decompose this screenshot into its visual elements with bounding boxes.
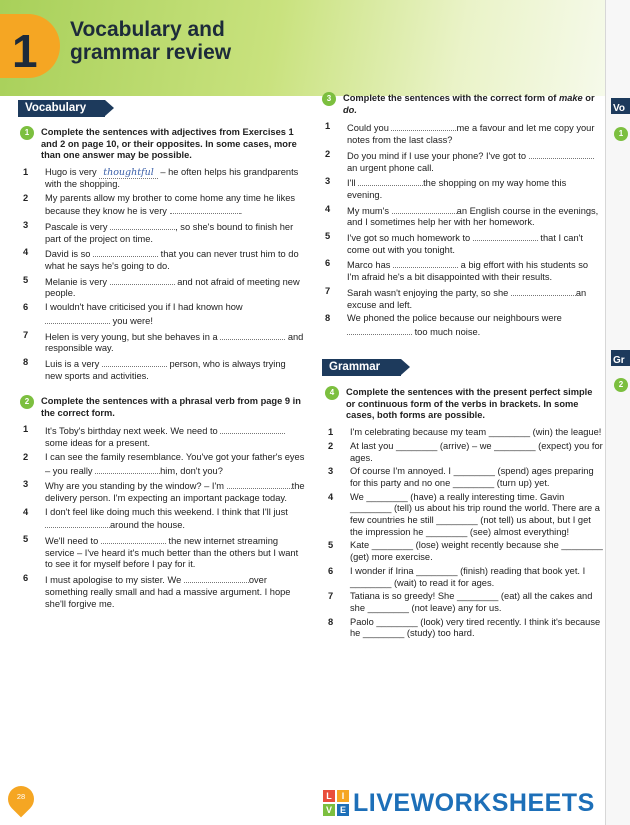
list-item: 5 We'll need to the new internet streaming service – I've heard it's much better than the others but I want to see it for myself before I pay for it. [23,534,299,570]
list-item: 3 Of course I'm annoyed. I ________ (spend) ages preparing for this party and no one ________ (turn up) yet. [328,466,594,488]
unit-title: Vocabulary and grammar review [70,18,232,64]
list-item: 5 I've got so much homework to that I can't come out with you tonight. [325,231,584,255]
answer-field[interactable] [95,464,160,474]
answer-field[interactable] [227,479,292,489]
answer-field[interactable] [102,357,167,367]
answer-field[interactable] [93,247,158,257]
list-item: 3 I'll the shopping on my way home this evening. [325,176,567,200]
list-item: 6 I must apologise to my sister. We over something really small and had a massive argument. I hope she'll forgive me. [23,573,291,609]
list-item: 1 Hugo is very thoughtful – he often helps his grandparents with the shopping. [23,167,299,189]
spine-section-tag: Gr [611,350,630,366]
exercise-number-icon: 2 [20,395,34,409]
list-item: 1 I'm celebrating because my team ________ (win) the league! [328,427,602,438]
liveworksheets-logo [323,788,618,818]
list-item: 4 David is so that you can never trust him to do what he says he's going to do. [23,247,299,272]
list-item: 3 Why are you standing by the window? – I'm the delivery person. I'm expecting an important package today. [23,479,305,503]
liveworksheets-grid-icon: L I V E [323,790,349,816]
exercise-number-icon: 3 [322,92,336,106]
vocabulary-section-tag: Vocabulary [18,100,105,117]
list-item: 8 Paolo ________ (look) very tired recently. I think it's because he ________ (study) too hard. [328,616,601,639]
answer-field[interactable] [110,275,175,285]
answer-field[interactable] [170,204,240,214]
answer-field[interactable]: thoughtful [99,167,157,179]
exercise-1-instruction: 1 Complete the sentences with adjectives from Exercises 1 and 2 on page 10, or their opposites. In some cases, more than one answer may be possible. [20,127,305,162]
spine-exercise-number: 2 [614,378,628,392]
brand-name: LIVEWORKSHEETS [353,788,595,817]
list-item: 2 Do you mind if I use your phone? I've got to an urgent phone call. [322,149,602,174]
exercise-1 [20,127,305,384]
answer-field[interactable] [358,176,423,186]
answer-field[interactable] [511,286,576,296]
answer-field[interactable] [473,231,538,241]
list-item: 3 Pascale is very , so she's bound to finish her part of the project on time. [23,219,294,244]
list-item: 2 At last you ________ (arrive) – we ________ (expect) you for ages. [328,440,603,463]
list-item: 5 Kate ________ (lose) weight recently because she ________ (get) more exercise. [328,540,603,563]
list-item: 1 Could you me a favour and let me copy your notes from the last class? [325,121,595,146]
exercise-4-instruction: 4 Complete the sentences with the present perfect simple or continuous form of the verbs in brackets. In some cases, both forms are possible. [325,387,603,422]
list-item: 2 My parents allow my brother to come home any time he likes because they know he is very . [23,192,296,217]
list-item: 4 My mum's an English course in the evenings, and I sometimes help her with her homework. [325,203,599,228]
answer-field[interactable] [101,534,166,544]
page-number: 28 [16,792,26,801]
answer-field[interactable] [529,149,594,159]
list-item: 6 Marco has a big effort with his students so I'm afraid he's a bit disappointed with their results. [325,258,589,283]
exercise-2-instruction: 2 Complete the sentences with a phrasal verb from page 9 in the correct form. [20,396,305,419]
answer-field[interactable] [184,573,249,583]
list-item: 7 Tatiana is so greedy! She ________ (eat) all the cakes and she ________ (not leave) any for us. [328,591,593,613]
grammar-section-tag: Grammar [322,359,401,376]
list-item: 8 We phoned the police because our neighbours were too much noise. [325,313,562,337]
answer-field[interactable] [392,204,457,214]
spine-section-tag: Vo [611,98,630,114]
exercise-4 [325,387,603,642]
unit-number: 1 [12,25,38,77]
exercise-3-instruction: 3 Complete the sentences with the correct form of make or do. [322,93,602,116]
answer-field[interactable] [393,258,458,268]
next-page-edge [605,0,630,825]
exercise-number-icon: 4 [325,386,339,400]
list-item: 6 I wouldn't have criticised you if I had known how you were! [23,302,243,326]
list-item: 7 Helen is very young, but she behaves in a and responsible way. [23,329,304,354]
list-item: 7 Sarah wasn't enjoying the party, so she an excuse and left. [325,285,587,310]
answer-field[interactable] [220,424,285,434]
list-item: 2 I can see the family resemblance. You've got your father's eyes – you really him, don't you? [23,451,305,476]
answer-field[interactable] [347,325,412,335]
exercise-2 [20,396,305,612]
spine-exercise-number: 1 [614,127,628,141]
answer-field[interactable] [110,220,175,230]
list-item: 4 I don't feel like doing much this weekend. I think that I'll just around the house. [23,506,288,531]
answer-field[interactable] [45,314,110,324]
exercise-3 [322,93,602,341]
list-item: 5 Melanie is very and not afraid of meeting new people. [23,274,300,299]
exercise-number-icon: 1 [20,126,34,140]
list-item: 8 Luis is a very person, who is always trying new sports and activities. [23,356,286,381]
list-item: 4 We ________ (have) a really interesting time. Gavin ________ (tell) us about his trip round the world. There are a few countries he still ________ (not tell) us about, but I get the impression he ________ (see) almost everything! [328,491,600,537]
answer-field[interactable] [45,518,110,528]
list-item: 1 It's Toby's birthday next week. We need to some ideas for a present. [20,424,305,449]
answer-field[interactable] [220,330,285,340]
answer-field[interactable] [391,121,456,131]
list-item: 6 I wonder if Irina ________ (finish) reading that book yet. I ________ (wait) to read it for ages. [328,565,586,588]
